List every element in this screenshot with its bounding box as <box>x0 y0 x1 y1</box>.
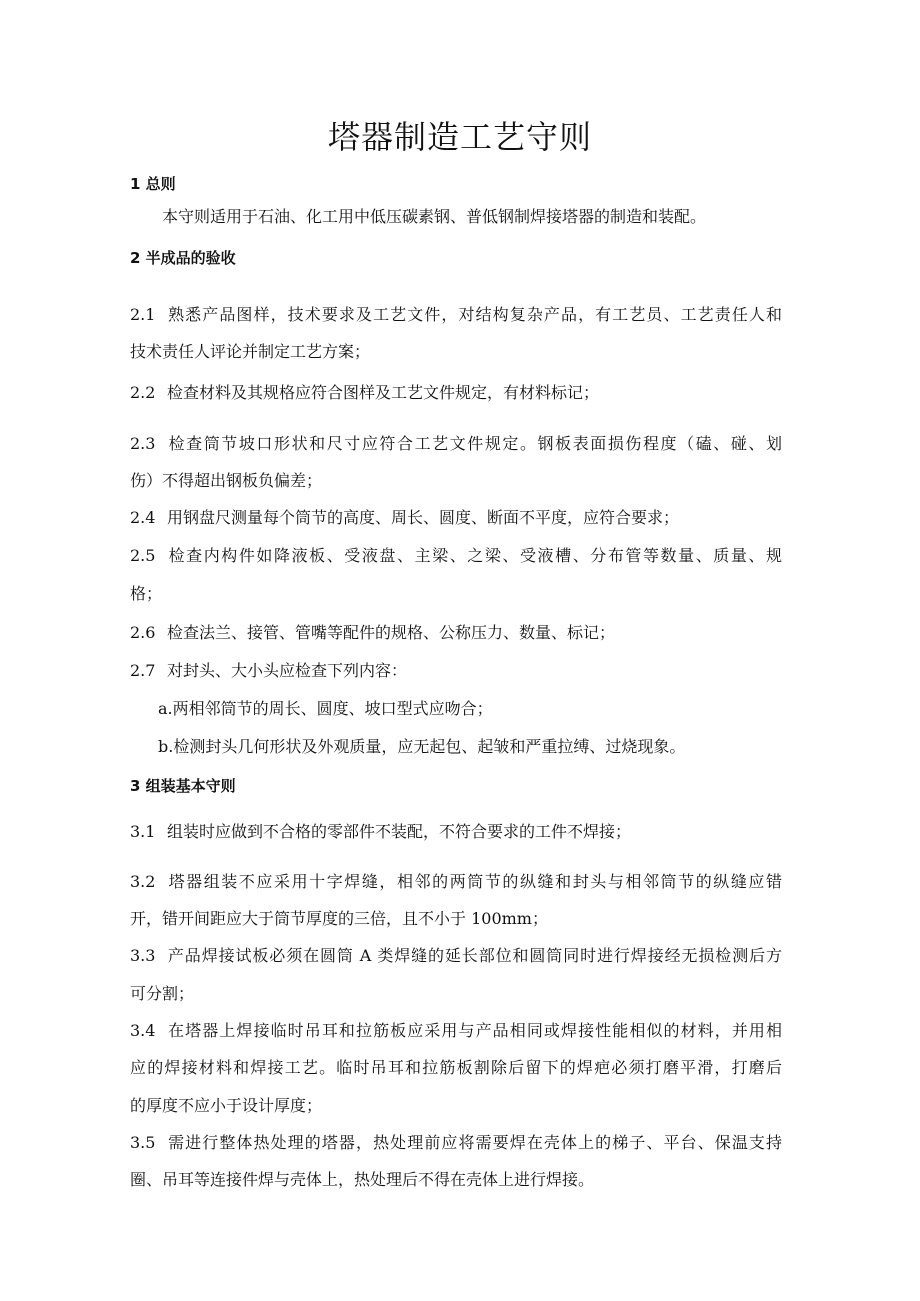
clause-number: 3.2 <box>130 872 156 891</box>
clause-2-6 <box>130 623 615 643</box>
clause-3-4-cont1: 应的焊接材料和焊接工艺。临时吊耳和拉筋板割除后留下的焊疤必须打磨平滑，打磨后 <box>130 1058 782 1077</box>
clause-3-1 <box>130 822 631 842</box>
clause-3-4-cont2: 的厚度不应小于设计厚度； <box>130 1096 323 1115</box>
clause-text: 产品焊接试板必须在圆筒 A 类焊缝的延长部位和圆筒同时进行焊接经无损检测后方 <box>167 946 782 965</box>
clause-2-3-cont: 伤）不得超出钢板负偏差； <box>130 471 323 490</box>
clause-text: 熟悉产品图样，技术要求及工艺文件，对结构复杂产品，有工艺员、工艺责任人和 <box>167 305 782 324</box>
clause-number: 3.4 <box>130 1021 156 1040</box>
section-1-body: 本守则适用于石油、化工用中低压碳素钢、普低钢制焊接塔器的制造和装配。 <box>162 207 707 226</box>
clause-text: 塔器组装不应采用十字焊缝，相邻的两筒节的纵缝和封头与相邻筒节的纵缝应错 <box>167 872 782 891</box>
clause-2-1 <box>130 305 782 325</box>
clause-text: 用钢盘尺测量每个筒节的高度、周长、圆度、断面不平度，应符合要求； <box>167 508 680 527</box>
subitem-a: a.两相邻筒节的周长、圆度、坡口型式应吻合； <box>158 699 493 718</box>
clause-number: 2.4 <box>130 508 156 527</box>
clause-2-5 <box>130 546 782 566</box>
clause-text: 检查法兰、接管、管嘴等配件的规格、公称压力、数量、标记； <box>167 623 616 642</box>
clause-number: 3.1 <box>130 822 156 841</box>
clause-number: 3.5 <box>130 1133 156 1152</box>
clause-number: 2.6 <box>130 623 156 642</box>
clause-number: 2.7 <box>130 661 156 680</box>
clause-3-5 <box>130 1133 782 1153</box>
clause-3-2-cont: 开，错开间距应大于筒节厚度的三倍，且不小于 100mm； <box>130 909 548 928</box>
clause-text: 组装时应做到不合格的零部件不装配，不符合要求的工件不焊接； <box>167 822 632 841</box>
clause-text: 检查筒节坡口形状和尺寸应符合工艺文件规定。钢板表面损伤程度（磕、碰、划 <box>167 434 782 453</box>
clause-number: 2.5 <box>130 546 156 565</box>
section-heading-3: 3 组装基本守则 <box>130 777 236 795</box>
clause-2-4 <box>130 508 679 528</box>
clause-3-3 <box>130 946 782 966</box>
clause-number: 2.1 <box>130 305 156 324</box>
clause-text: 需进行整体热处理的塔器，热处理前应将需要焊在壳体上的梯子、平台、保温支持 <box>167 1133 782 1152</box>
clause-number: 2.3 <box>130 434 156 453</box>
clause-2-5-cont: 格； <box>130 584 163 603</box>
page-title: 塔器制造工艺守则 <box>327 118 592 156</box>
section-heading-2: 2 半成品的验收 <box>130 249 236 267</box>
subitem-b: b.检测封头几何形状及外观质量，应无起包、起皱和严重拉缚、过烧现象。 <box>158 737 686 756</box>
clause-number: 2.2 <box>130 383 156 402</box>
clause-2-1-cont: 技术责任人评论并制定工艺方案； <box>130 342 371 361</box>
clause-3-3-cont: 可分割； <box>130 984 195 1003</box>
clause-2-3 <box>130 434 782 454</box>
clause-2-2 <box>130 383 599 403</box>
clause-text: 检查内构件如降液板、受液盘、主梁、之梁、受液槽、分布管等数量、质量、规 <box>167 546 782 565</box>
section-heading-1: 1 总则 <box>130 175 176 193</box>
clause-3-5-cont: 圈、吊耳等连接件焊与壳体上，热处理后不得在壳体上进行焊接。 <box>130 1170 595 1189</box>
clause-text: 在塔器上焊接临时吊耳和拉筋板应采用与产品相同或焊接性能相似的材料，并用相 <box>167 1021 782 1040</box>
clause-3-2 <box>130 872 782 892</box>
clause-text: 检查材料及其规格应符合图样及工艺文件规定，有材料标记； <box>167 383 600 402</box>
clause-number: 3.3 <box>130 946 156 965</box>
clause-text: 对封头、大小头应检查下列内容： <box>167 661 408 680</box>
clause-2-7 <box>130 661 407 681</box>
clause-3-4 <box>130 1021 782 1041</box>
